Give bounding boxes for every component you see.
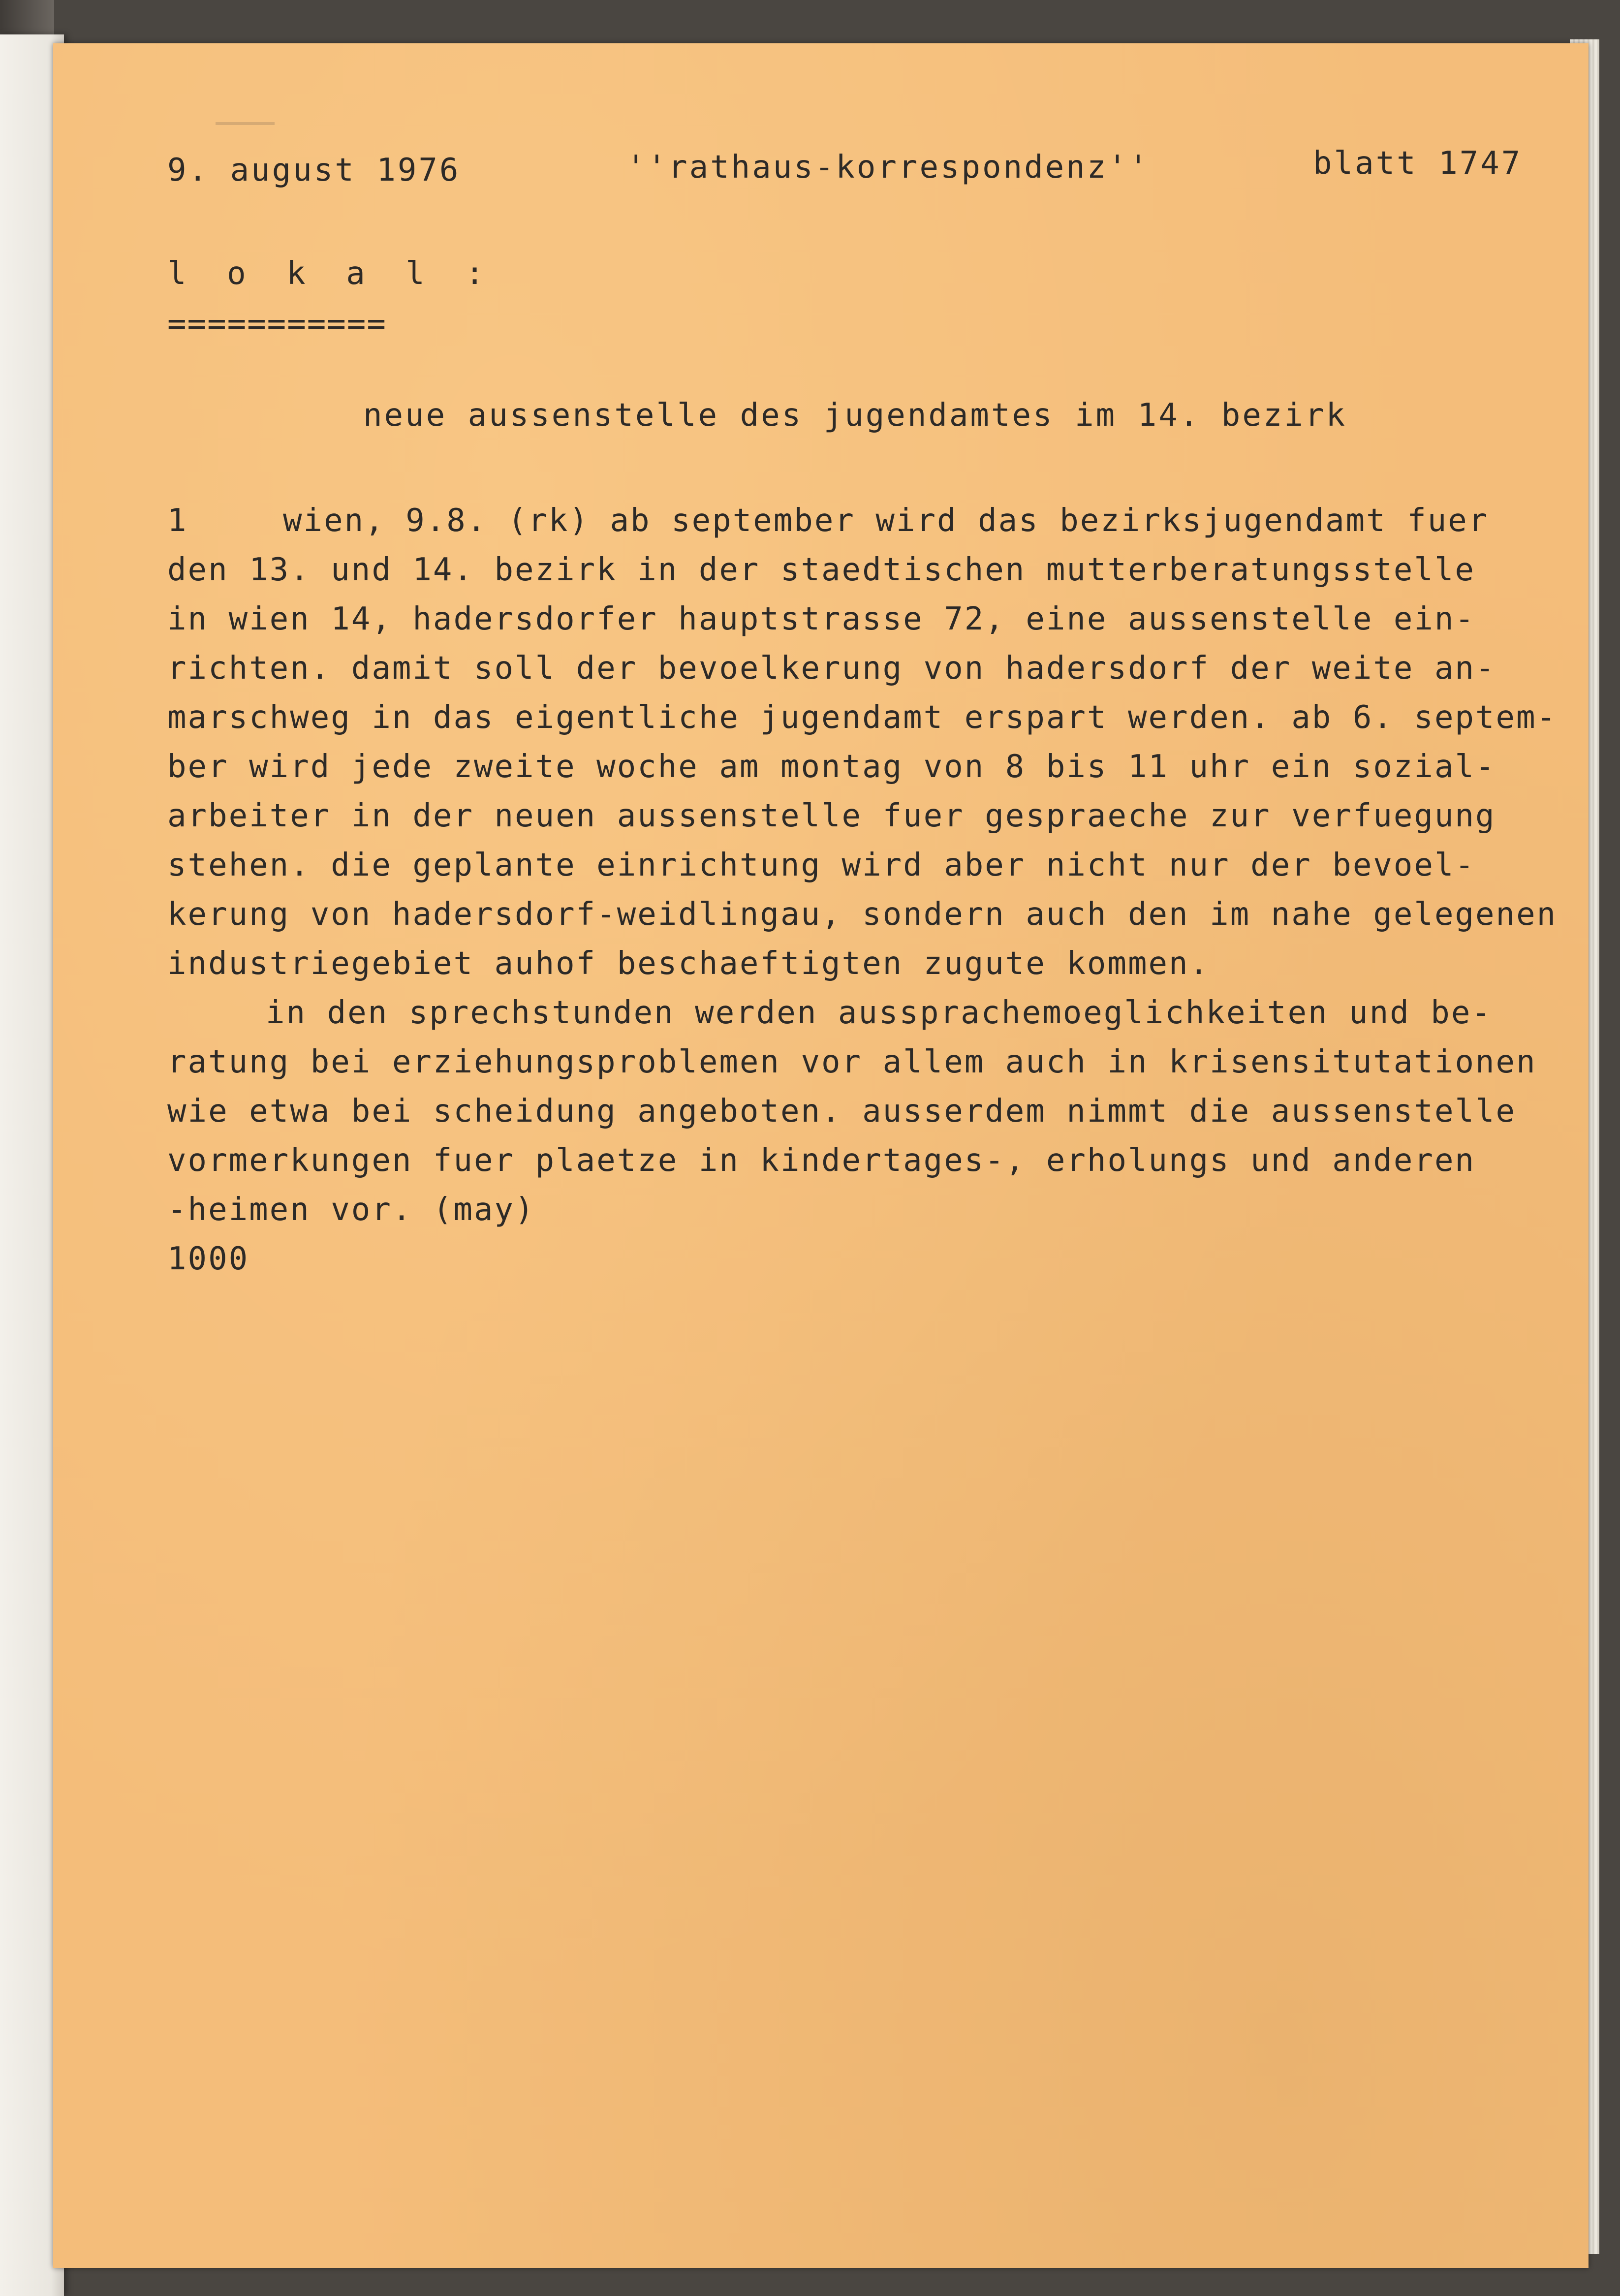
header-date: 9. august 1976	[167, 152, 461, 189]
body-line: kerung von hadersdorf-weidlingau, sondern auch den im nahe gelegenen	[167, 896, 1558, 933]
article-number: 1	[167, 503, 188, 539]
body-line: stehen. die geplante einrichtung wird aber nicht nur der bevoel-	[167, 847, 1475, 883]
paper-speck	[216, 122, 275, 125]
footer-code: 1000	[167, 1241, 249, 1277]
body-line: ratung bei erziehungsproblemen vor allem auch in krisensitutationen	[167, 1044, 1537, 1080]
body-line: arbeiter in der neuen aussenstelle fuer gespraeche zur verfuegung	[167, 798, 1496, 834]
article-body	[167, 496, 1594, 1284]
body-line: in wien 14, hadersdorfer hauptstrasse 72, eine aussenstelle ein-	[167, 601, 1475, 637]
body-line: den 13. und 14. bezirk in der staedtischen mutterberatungsstelle	[167, 552, 1475, 588]
body-line: industriegebiet auhof beschaeftigten zugute kommen.	[167, 945, 1210, 982]
typewritten-page	[53, 43, 1589, 2268]
body-line: vormerkungen fuer plaetze in kindertages-, erholungs und anderen	[167, 1142, 1475, 1179]
body-line: -heimen vor. (may)	[167, 1192, 535, 1228]
body-line: 1 wien, 9.8. (rk) ab september wird das bezirksjugendamt fuer	[167, 496, 1594, 545]
body-line: marschweg in das eigentliche jugendamt erspart werden. ab 6. septem-	[167, 699, 1558, 736]
body-line: ber wird jede zweite woche am montag von 8 bis 11 uhr ein sozial-	[167, 749, 1496, 785]
body-line: in den sprechstunden werden aussprachemoeglichkeiten und be-	[266, 995, 1492, 1031]
body-line: wie etwa bei scheidung angeboten. ausserdem nimmt die aussenstelle	[167, 1093, 1517, 1130]
article-title: neue aussenstelle des jugendamtes im 14. bezirk	[363, 397, 1347, 434]
body-line: richten. damit soll der bevoelkerung von hadersdorf der weite an-	[167, 650, 1496, 687]
header-publication: ''rathaus-korrespondenz''	[626, 149, 1150, 186]
header-sheet-number: blatt 1747	[1313, 145, 1523, 182]
section-label: l o k a l :	[167, 255, 495, 292]
section-underline: ===========	[167, 306, 387, 342]
